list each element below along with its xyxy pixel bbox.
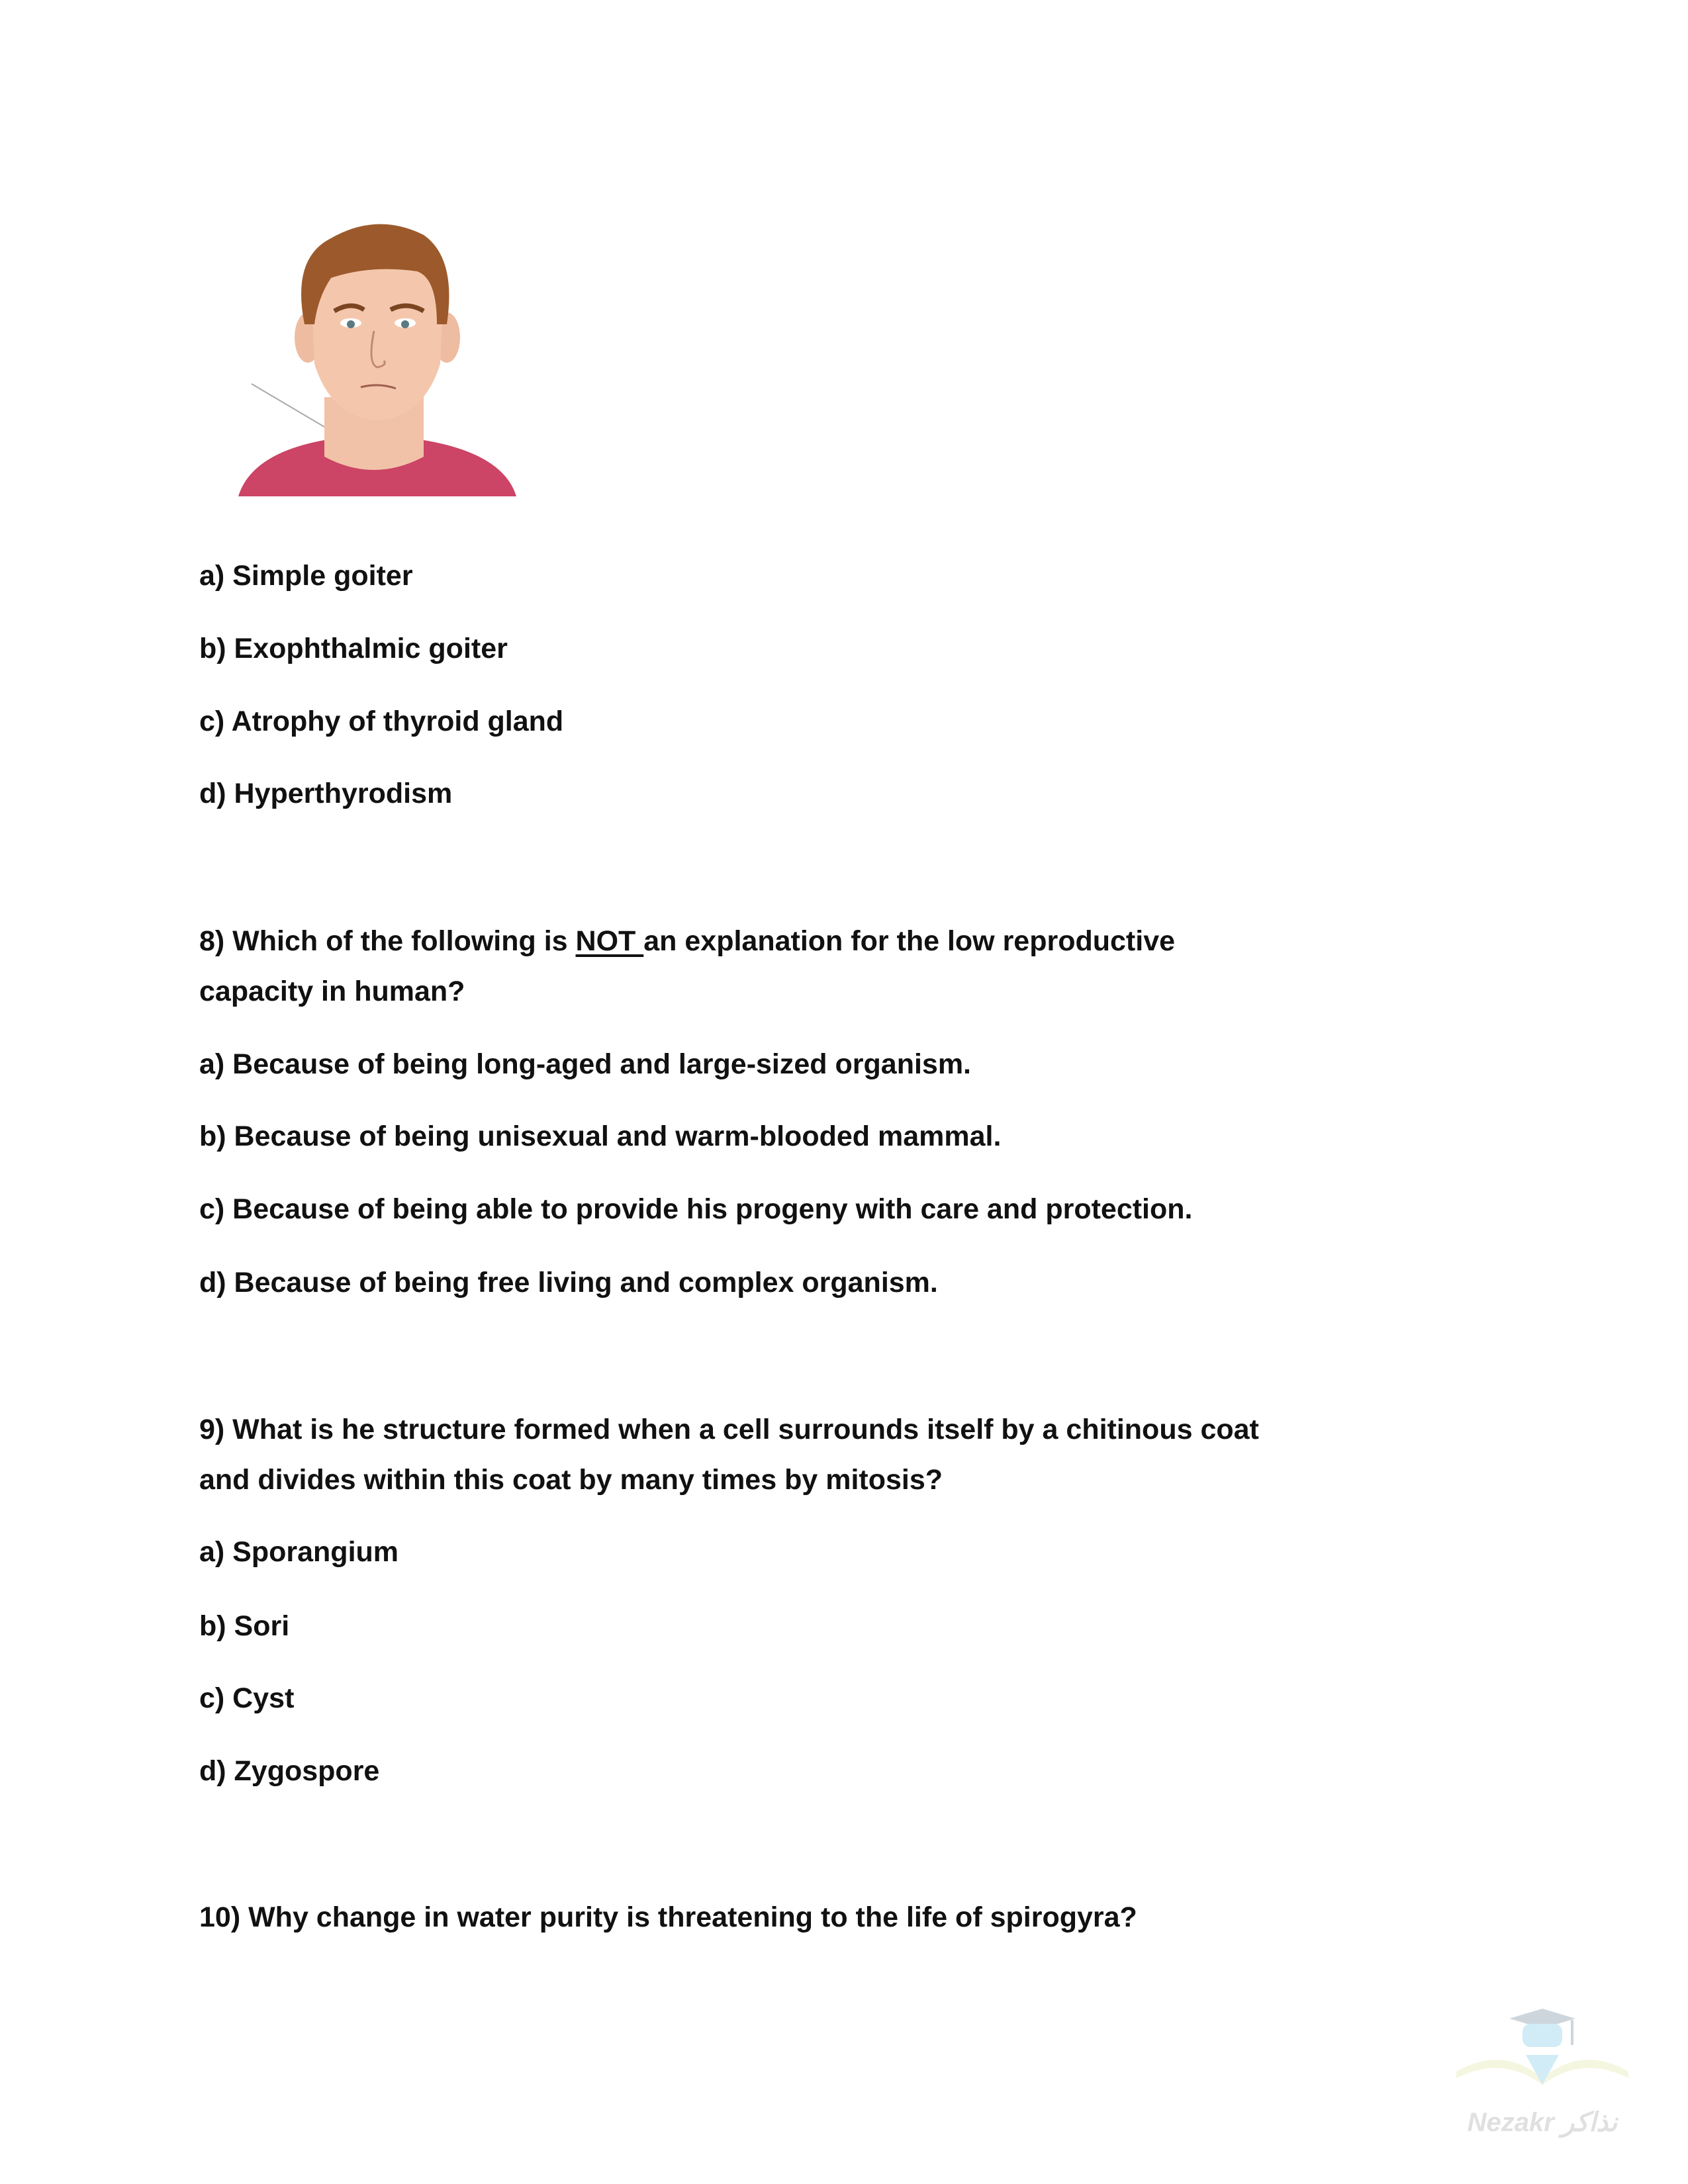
q8-question-line1 — [199, 923, 1175, 960]
q10-question: 10) Why change in water purity is threatening to the life of spirogyra? — [199, 1901, 1137, 1933]
q8-option-c: c) Because of being able to provide his progeny with care and protection. — [199, 1193, 1193, 1225]
q8-suffix: an explanation for the low reproductive — [643, 925, 1176, 957]
q9-option-d: d) Zygospore — [199, 1755, 380, 1787]
q9-question-line1: 9) What is he structure formed when a cell surrounds itself by a chitinous coat — [199, 1414, 1259, 1445]
q8-option-d: d) Because of being free living and complex organism. — [199, 1267, 938, 1298]
q8-question-line2: capacity in human? — [199, 976, 465, 1007]
q9-question-line2: and divides within this coat by many times by mitosis? — [199, 1464, 943, 1496]
q8-option-b: b) Because of being unisexual and warm-blooded mammal. — [199, 1120, 1002, 1152]
q8-option-a: a) Because of being long-aged and large-sized organism. — [199, 1048, 971, 1080]
q9-option-b: b) Sori — [199, 1610, 290, 1642]
graduate-book-icon — [1443, 1992, 1642, 2098]
q9-option-c: c) Cyst — [199, 1682, 295, 1714]
q7-option-c: c) Atrophy of thyroid gland — [199, 705, 564, 737]
q9-option-a: a) Sporangium — [199, 1536, 399, 1568]
q8-prefix: 8) Which of the following is — [199, 925, 576, 957]
q7-option-d: d) Hyperthyrodism — [199, 778, 453, 809]
goiter-man-illustration — [225, 199, 530, 510]
q7-option-b: b) Exophthalmic goiter — [199, 633, 508, 664]
q8-emphasis: NOT — [575, 925, 644, 957]
watermark-text: Nezakr نذاكر — [1467, 2108, 1618, 2137]
q7-option-a: a) Simple goiter — [199, 560, 413, 592]
nezakr-watermark — [1443, 1992, 1642, 2151]
